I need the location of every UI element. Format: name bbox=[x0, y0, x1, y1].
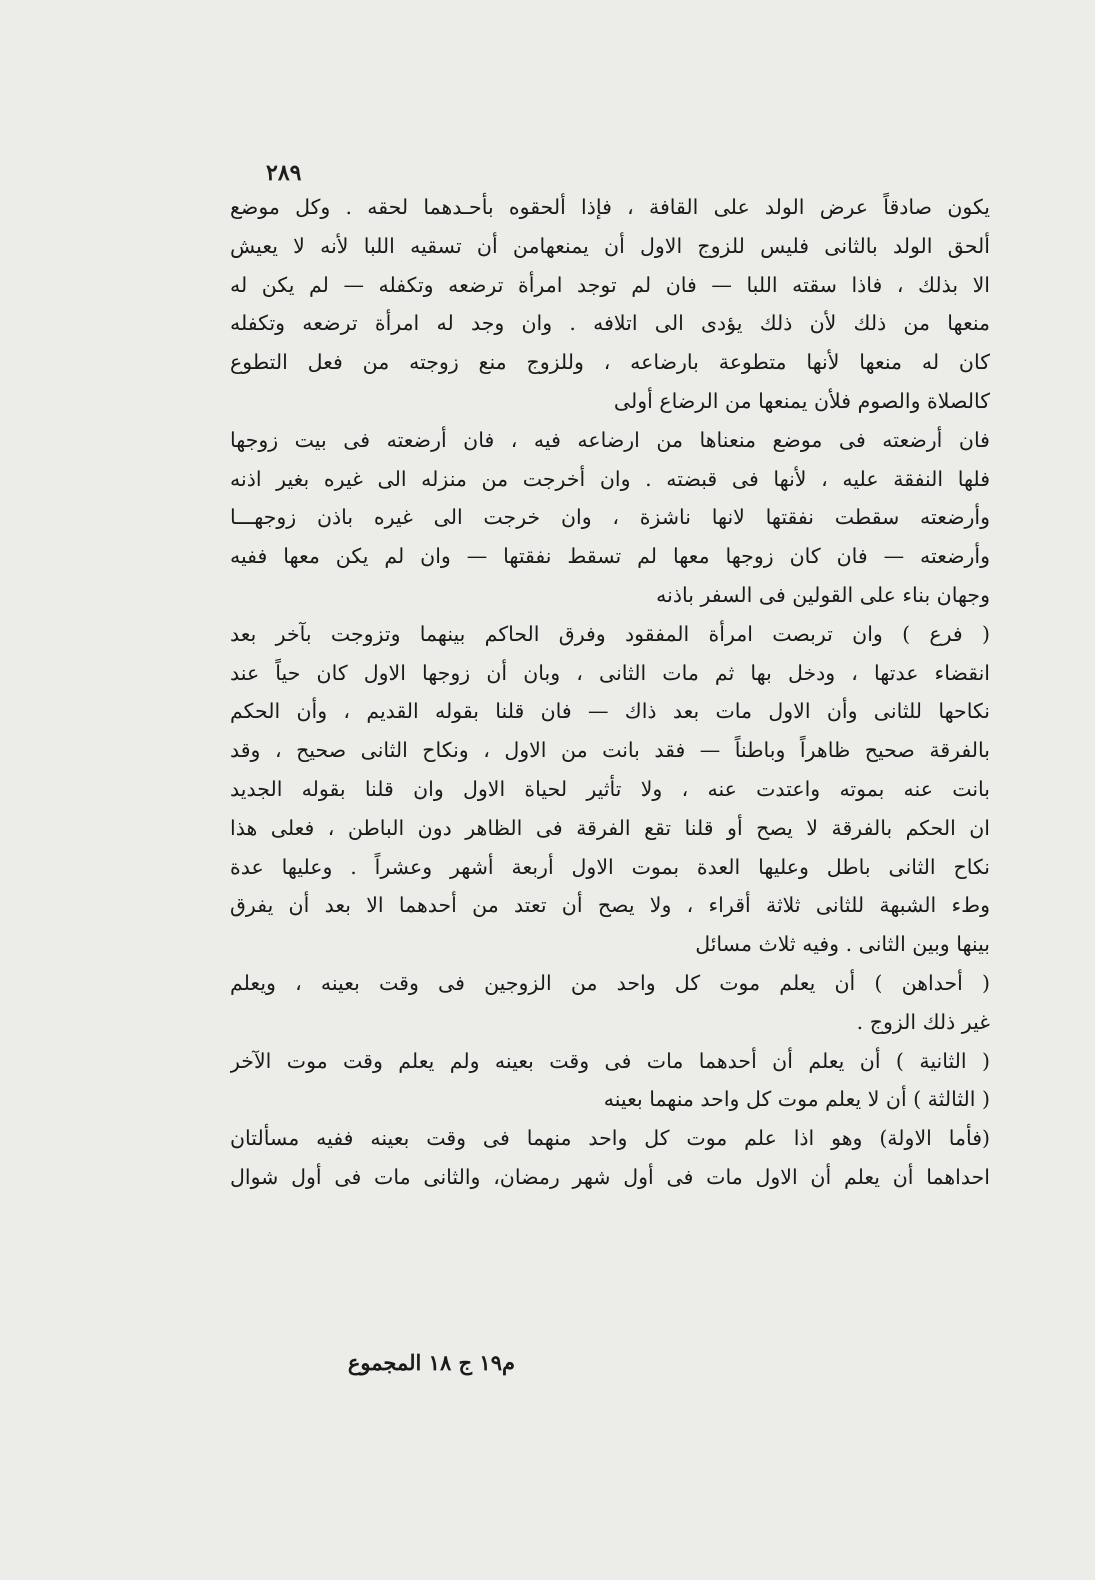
text-line: الا بذلك ، فاذا سقته اللبا — فان لم توجد امرأة ترضعه وتكفله — لم يكن له bbox=[230, 272, 990, 297]
text-line: انقضاء عدتها ، ودخل بها ثم مات الثانى ، وبان أن زوجها الاول كان حياً عند bbox=[230, 660, 990, 685]
text-line: ألحق الولد بالثانى فليس للزوج الاول أن يمنعهامن أن تسقيه اللبا لأنه لا يعيش bbox=[230, 233, 990, 258]
text-line: بالفرقة صحيح ظاهراً وباطناً — فقد بانت من الاول ، ونكاح الثانى صحيح ، وقد bbox=[230, 738, 990, 763]
text-line: غير ذلك الزوج . bbox=[856, 1009, 990, 1034]
page-number: ٢٨٩ bbox=[266, 160, 302, 186]
text-line: بانت عنه بموته واعتدت عنه ، ولا تأثير لحياة الاول وان قلنا بقوله الجديد bbox=[230, 776, 990, 801]
text-line: ( الثانية ) أن يعلم أن أحدهما مات فى وقت بعينه ولم يعلم وقت موت الآخر bbox=[230, 1048, 990, 1073]
text-line: نكاحها للثانى وأن الاول مات بعد ذاك — فان قلنا بقوله القديم ، وأن الحكم bbox=[230, 699, 990, 724]
text-line: ( فرع ) وان تربصت امرأة المفقود وفرق الحاكم بينهما وتزوجت بآخر بعد bbox=[230, 621, 990, 646]
text-line: (فأما الاولة) وهو اذا علم موت كل واحد منهما فى وقت بعينه ففيه مسألتان bbox=[230, 1126, 990, 1151]
text-line: بينها وبين الثانى . وفيه ثلاث مسائل bbox=[695, 932, 990, 957]
text-line: ( الثالثة ) أن لا يعلم موت كل واحد منهما بعينه bbox=[603, 1087, 990, 1112]
text-line: وطء الشبهة للثانى ثلاثة أقراء ، ولا يصح أن تعتد من أحدهما الا بعد أن يفرق bbox=[230, 893, 990, 918]
text-line: نكاح الثانى باطل وعليها العدة بموت الاول أربعة أشهر وعشراً . وعليها عدة bbox=[230, 854, 990, 879]
text-line: وأرضعته سقطت نفقتها لانها ناشزة ، وان خرجت الى غيره باذن زوجهـــا bbox=[230, 505, 990, 530]
text-line: كالصلاة والصوم فلأن يمنعها من الرضاع أولى bbox=[613, 388, 990, 413]
footer-signature: م١٩ ج ١٨ المجموع bbox=[347, 1350, 515, 1375]
text-line: فلها النفقة عليه ، لأنها فى قبضته . وان أخرجت من منزله الى غيره بغير اذنه bbox=[230, 466, 990, 491]
text-line: يكون صادقاً عرض الولد على القافة ، فإذا ألحقوه بأحـدهما لحقه . وكل موضع bbox=[230, 195, 990, 219]
text-line: وأرضعته — فان كان زوجها معها لم تسقط نفقتها — وان لم يكن معها ففيه bbox=[230, 544, 990, 569]
text-line: وجهان بناء على القولين فى السفر باذنه bbox=[656, 582, 990, 607]
text-line: منعها من ذلك لأن ذلك يؤدى الى اتلافه . وان وجد له امرأة ترضعه وتكفله bbox=[230, 311, 990, 336]
text-line: ( أحداهن ) أن يعلم موت كل واحد من الزوجين فى وقت بعينه ، ويعلم bbox=[230, 970, 990, 995]
text-line: ان الحكم بالفرقة لا يصح أو قلنا تقع الفرقة فى الظاهر دون الباطن ، فعلى هذا bbox=[230, 815, 990, 840]
page-body-text bbox=[230, 188, 990, 1197]
text-line: كان له منعها لأنها متطوعة بارضاعه ، وللزوج منع زوجته من فعل التطوع bbox=[230, 350, 990, 375]
text-line: احداهما أن يعلم أن الاول مات فى أول شهر رمضان، والثانى مات فى أول شوال bbox=[230, 1164, 990, 1189]
text-line: فان أرضعته فى موضع منعناها من ارضاعه فيه ، فان أرضعته فى بيت زوجها bbox=[230, 427, 990, 452]
